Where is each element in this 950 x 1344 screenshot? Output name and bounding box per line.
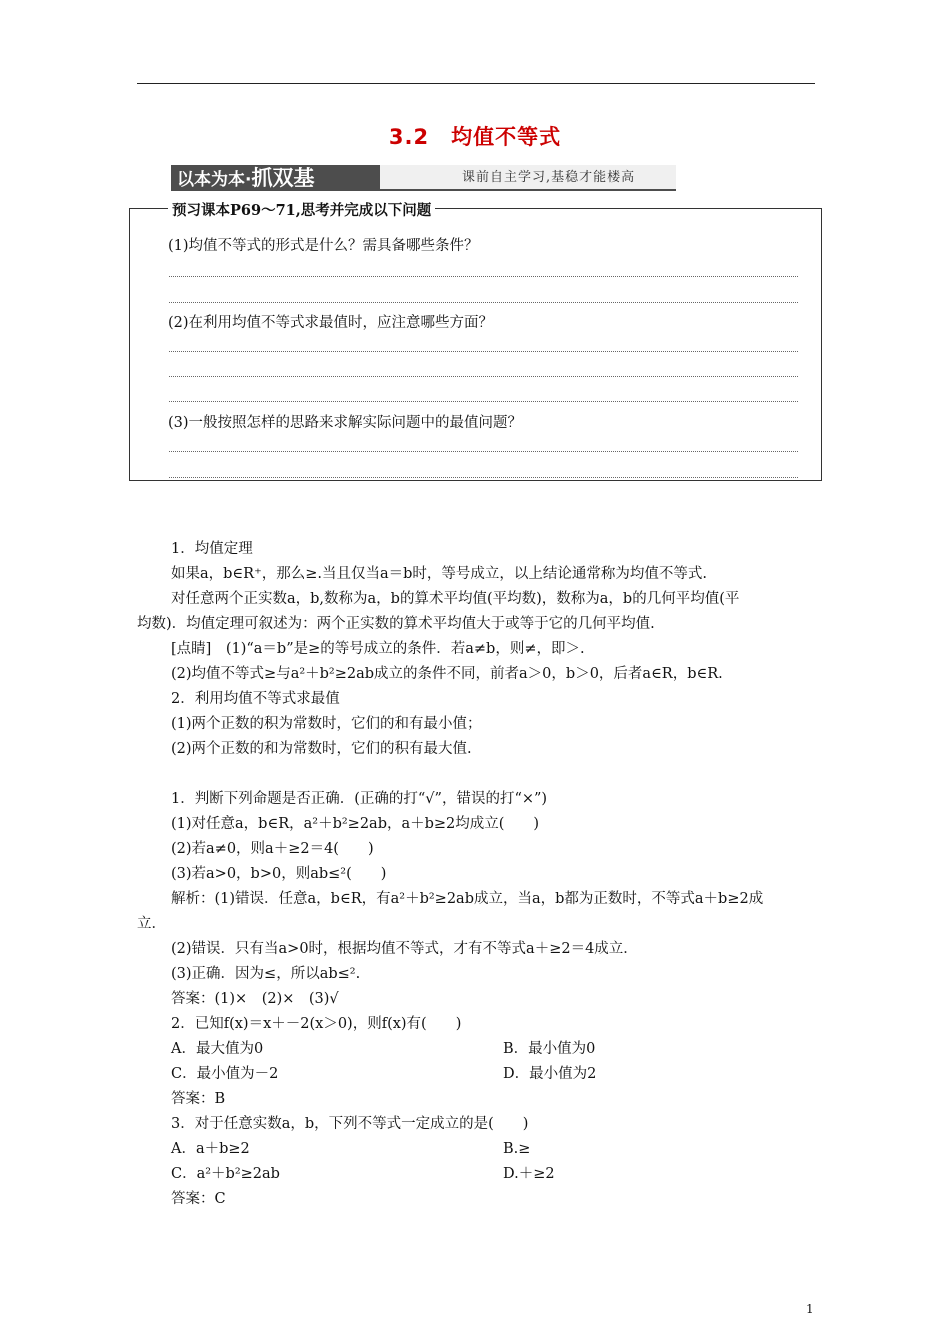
- solution-line: 立．: [137, 916, 166, 932]
- solution-line: 解析：(1)错误．任意a，b∈R，有a²＋b²≥2ab成立，当a，b都为正数时，不等式a＋b≥2成: [171, 891, 764, 907]
- answer: 答案：C: [171, 1191, 226, 1207]
- banner-label: [171, 165, 380, 191]
- answer: 答案：(1)× (2)× (3)√: [171, 991, 339, 1007]
- solution-line: (2)错误．只有当a>0时，根据均值不等式，才有不等式a＋≥2＝4成立．: [171, 941, 638, 957]
- preview-question-3: (3)一般按照怎样的思路来求解实际问题中的最值问题？: [168, 415, 523, 431]
- answer: 答案：B: [171, 1091, 226, 1107]
- exercise-item: (1)对任意a，b∈R，a²＋b²≥2ab，a＋b≥2均成立( ): [171, 816, 540, 832]
- knowledge-line: 如果a，b∈R⁺，那么≥.当且仅当a＝b时，等号成立，以上结论通常称为均值不等式.: [171, 566, 708, 582]
- banner-label-text: 以本为本·: [177, 170, 252, 190]
- answer-line: [169, 451, 798, 452]
- preview-box-title: 预习课本P69～71,思考并完成以下问题: [168, 199, 435, 220]
- exercise-1: 1．判断下列命题是否正确．(正确的打“√”，错误的打“×”): [171, 791, 548, 807]
- knowledge-line: (1)两个正数的积为常数时，它们的和有最小值；: [171, 716, 482, 732]
- knowledge-heading-1: 1．均值定理: [171, 541, 253, 557]
- option-b: B．最小值为0: [503, 1041, 596, 1057]
- section-title: 3.2 均值不等式: [388, 125, 562, 149]
- exercise-item: (2)若a≠0，则a＋≥2＝4( ): [171, 841, 374, 857]
- option-c: C．a²＋b²≥2ab: [171, 1166, 280, 1182]
- header-rule: [137, 83, 815, 84]
- preview-question-1: (1)均值不等式的形式是什么？需具备哪些条件？: [168, 238, 479, 254]
- exercise-2: 2．已知f(x)＝x＋－2(x＞0)，则f(x)有( ): [171, 1016, 462, 1032]
- page-number: 1: [806, 1302, 814, 1316]
- knowledge-line: 对任意两个正实数a，b,数称为a，b的算术平均值(平均数)，数称为a，b的几何平均值(平: [171, 591, 740, 607]
- note-line: [点睛] (1)“a＝b”是≥的等号成立的条件．若a≠b，则≠，即＞.: [171, 641, 585, 657]
- option-d: D．最小值为2: [503, 1066, 597, 1082]
- answer-line: [169, 276, 798, 277]
- knowledge-line: 均数)．均值定理可叙述为：两个正实数的算术平均值大于或等于它的几何平均值.: [137, 616, 655, 632]
- banner-label-bold: 抓双基: [251, 166, 315, 190]
- answer-line: [169, 351, 798, 352]
- solution-line: (3)正确．因为≤，所以ab≤².: [171, 966, 361, 982]
- answer-line: [169, 477, 798, 478]
- preview-question-2: (2)在利用均值不等式求最值时，应注意哪些方面？: [168, 315, 494, 331]
- option-a: A．最大值为0: [171, 1041, 264, 1057]
- option-c: C．最小值为－2: [171, 1066, 279, 1082]
- option-d: D.＋≥2: [503, 1166, 555, 1182]
- answer-line: [169, 376, 798, 377]
- answer-line: [169, 401, 798, 402]
- exercise-item: (3)若a>0，b>0，则ab≤²( ): [171, 866, 387, 882]
- note-line: (2)均值不等式≥与a²＋b²≥2ab成立的条件不同，前者a＞0，b＞0，后者a∈R，b∈R.: [171, 666, 723, 682]
- knowledge-heading-2: 2．利用均值不等式求最值: [171, 691, 340, 707]
- answer-line: [169, 302, 798, 303]
- banner-subtitle: 课前自主学习,基稳才能楼高: [380, 165, 676, 191]
- exercise-3: 3．对于任意实数a，b，下列不等式一定成立的是( ): [171, 1116, 529, 1132]
- option-b: B.≥: [503, 1141, 531, 1157]
- option-a: A．a＋b≥2: [171, 1141, 250, 1157]
- knowledge-line: (2)两个正数的和为常数时，它们的积有最大值.: [171, 741, 472, 757]
